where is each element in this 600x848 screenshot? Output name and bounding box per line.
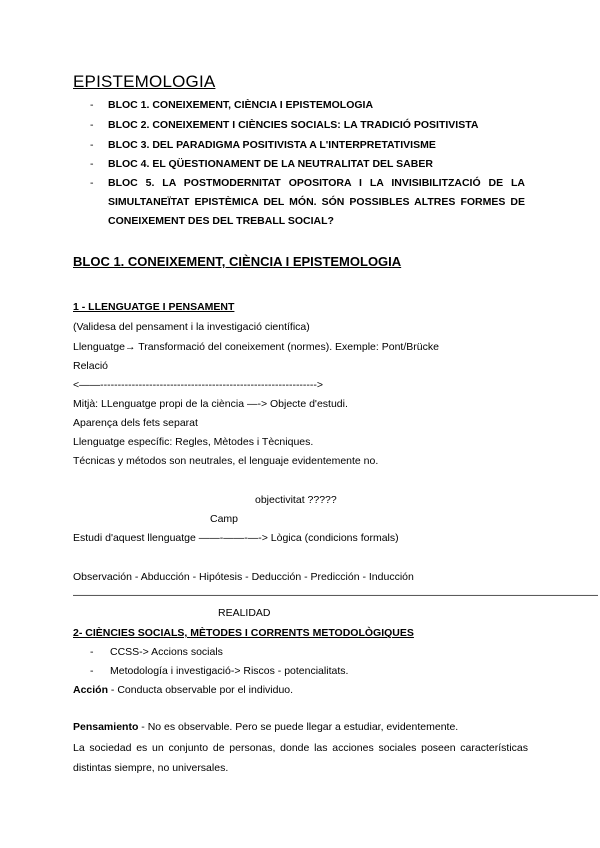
pensamiento-def: - No es observable. Pero se puede llegar a estudiar, evidentemente.: [138, 721, 459, 733]
bullet-dash: -: [90, 646, 94, 658]
toc-item: [90, 136, 525, 155]
toc-dash: -: [90, 139, 94, 151]
bullet-item: [90, 646, 223, 658]
toc-item: [90, 116, 525, 135]
toc-dash: -: [90, 158, 94, 170]
toc-item: [90, 96, 525, 115]
body-line: Relació: [73, 360, 109, 372]
body-line: Técnicas y métodos son neutrales, el lenguaje evidentemente no.: [73, 455, 379, 467]
body-line: Llenguatge→ Transformació del coneixement (normes). Exemple: Pont/Brücke: [73, 341, 439, 353]
realidad-label: REALIDAD: [218, 607, 271, 619]
section2-heading: 2- CIÈNCIES SOCIALS, MÈTODES I CORRENTS METODOLÒGIQUES: [73, 627, 414, 639]
body-line: Aparença dels fets separat: [73, 417, 198, 429]
pensamiento-term: Pensamiento: [73, 721, 139, 733]
toc-item: [90, 155, 525, 174]
toc-item-text: BLOC 4. EL QÜESTIONAMENT DE LA NEUTRALITAT DEL SABER: [108, 158, 433, 170]
toc-dash: -: [90, 119, 94, 131]
objectivitat-label: objectivitat ?????: [255, 494, 337, 506]
accion-term: Acción: [73, 684, 109, 696]
sociedad-paragraph: La sociedad es un conjunto de personas, donde las acciones sociales poseen características distintas siempre, no universales.: [73, 742, 528, 774]
accion-definition: [73, 684, 293, 696]
bullet-text: Metodología i investigació-> Riscos - potencialitats.: [110, 665, 349, 677]
body-line: Llenguatge específic: Regles, Mètodes i Tècniques.: [73, 436, 314, 448]
toc-item-text: BLOC 2. CONEIXEMENT I CIÈNCIES SOCIALS: LA TRADICIÓ POSITIVISTA: [108, 119, 479, 131]
toc-item-text: BLOC 1. CONEIXEMENT, CIÈNCIA I EPISTEMOLOGIA: [108, 99, 374, 111]
estudi-line: Estudi d'aquest llenguatge ——-——-—-> Lògica (condicions formals): [73, 532, 399, 544]
body-line: Mitjà: LLenguatge propi de la ciència —-> Objecte d'estudi.: [73, 398, 348, 410]
separator-line: ——————————————————————————————————————————————————: [73, 589, 598, 601]
bullet-item: [90, 665, 348, 677]
body-line: (Validesa del pensament i la investigació científica): [73, 321, 310, 333]
bullet-text: CCSS-> Accions socials: [110, 646, 223, 658]
arrow-line: <——-------------------------------------------------------------->: [73, 379, 324, 391]
pensamiento-definition: [73, 721, 458, 733]
bullet-dash: -: [90, 665, 94, 677]
toc-item-text: BLOC 5. LA POSTMODERNITAT OPOSITORA I LA INVISIBILITZACIÓ DE LA SIMULTANEÏTAT EPISTÈMICA DEL MÓN. SÓN POSSIBLES ALTRES FORMES DE CONEIXEMENT DES DEL TREBALL SOCIAL?: [108, 177, 525, 227]
bloc1-heading: BLOC 1. CONEIXEMENT, CIÈNCIA I EPISTEMOLOGIA: [73, 254, 402, 269]
accion-def: - Conducta observable por el individuo.: [108, 684, 294, 696]
section1-heading: 1 - LLENGUATGE I PENSAMENT: [73, 301, 235, 313]
document-title: EPISTEMOLOGIA: [73, 72, 216, 91]
toc-dash: -: [90, 177, 94, 189]
camp-label: Camp: [210, 513, 239, 525]
toc-item: [90, 174, 525, 231]
process-line: Observación - Abducción - Hipótesis - Deducción - Predicción - Inducción: [73, 571, 414, 583]
toc-dash: -: [90, 99, 94, 111]
toc-item-text: BLOC 3. DEL PARADIGMA POSITIVISTA A L'INTERPRETATIVISME: [108, 139, 436, 151]
